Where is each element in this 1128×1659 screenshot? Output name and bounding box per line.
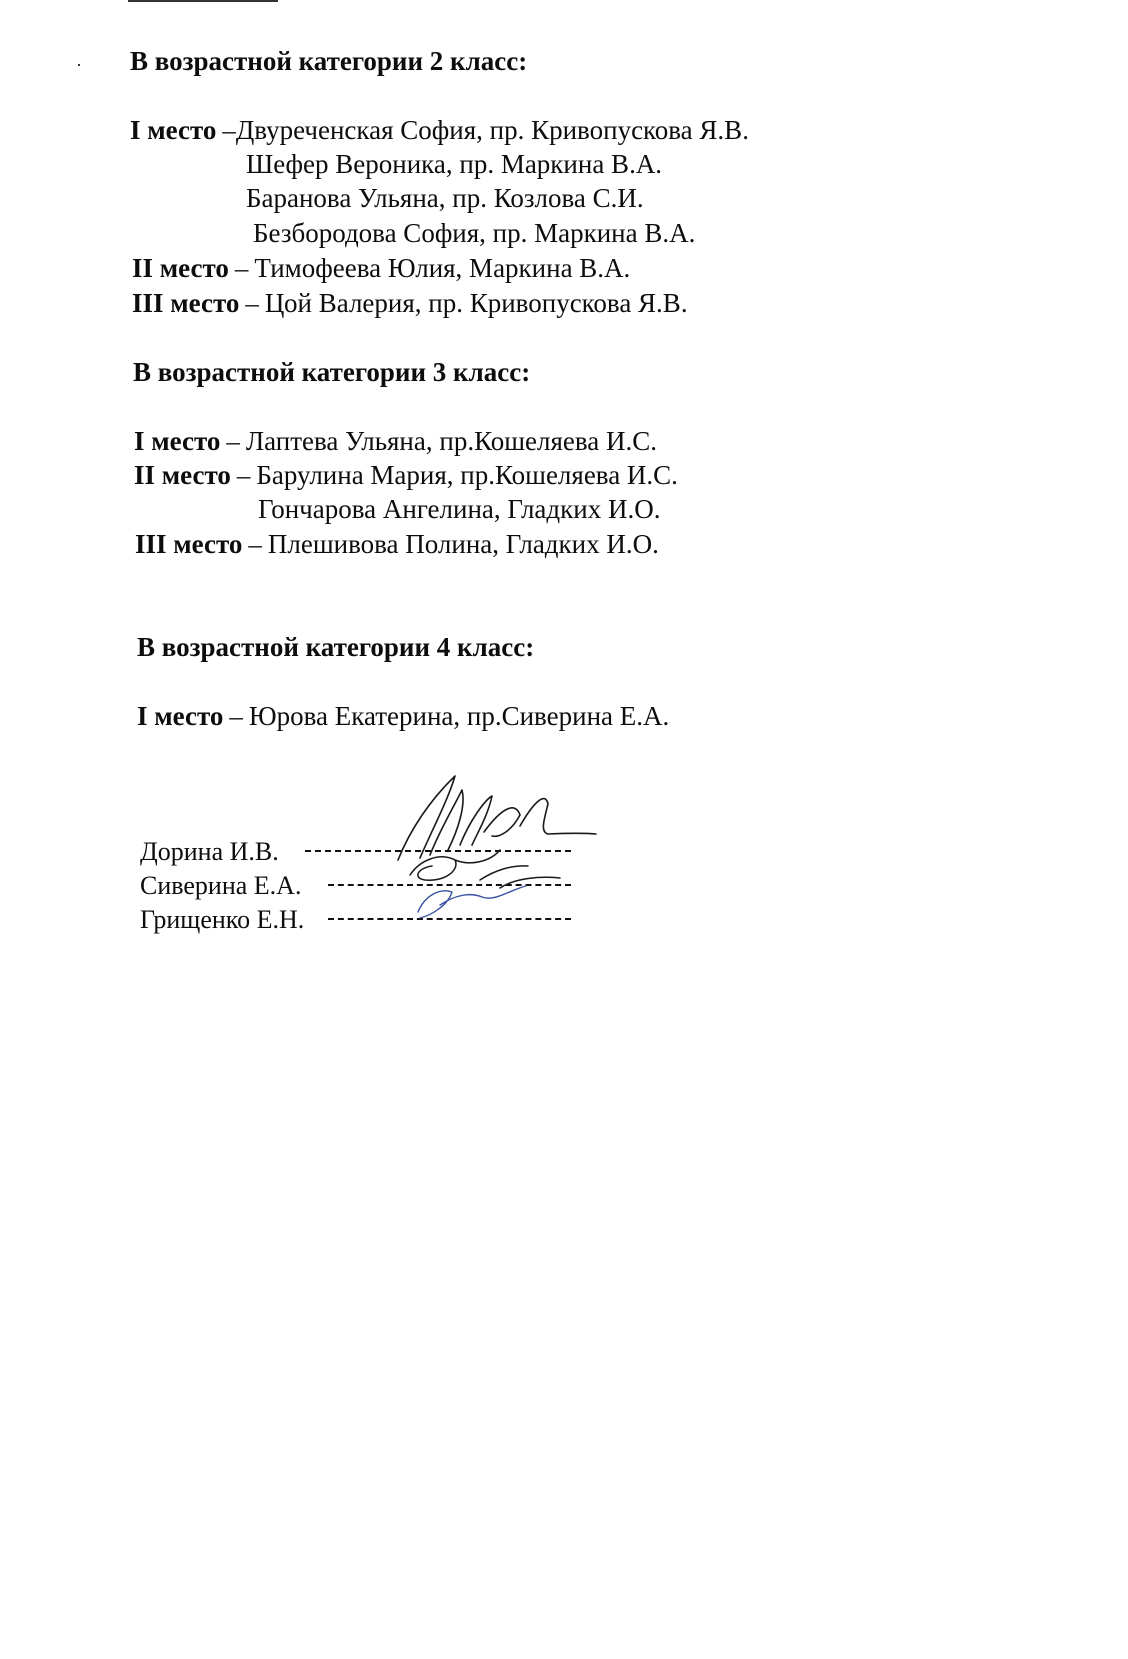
winner-entry: Шефер Вероника, пр. Маркина В.А. bbox=[246, 149, 663, 179]
signature-dorina bbox=[398, 776, 596, 860]
place-dash: – bbox=[222, 115, 236, 145]
winner-entry: Безбородова София, пр. Маркина В.А. bbox=[253, 218, 696, 248]
signatory-name: Грищенко Е.Н. bbox=[140, 905, 305, 934]
signatory-name: Сиверина Е.А. bbox=[140, 871, 302, 900]
place-dash: – bbox=[245, 288, 259, 318]
winner-entry: Барулина Мария, пр.Кошеляева И.С. bbox=[256, 460, 678, 490]
section-heading-grade-3: В возрастной категории 3 класс: bbox=[133, 357, 531, 387]
section-heading-grade-2: В возрастной категории 2 класс: bbox=[130, 46, 528, 76]
winner-entry: Плешивова Полина, Гладких И.О. bbox=[267, 529, 659, 559]
place-label: I место bbox=[137, 701, 224, 731]
winner-entry: Лаптева Ульяна, пр.Кошеляева И.С. bbox=[245, 426, 658, 456]
place-label: I место bbox=[134, 426, 221, 456]
place-dash: – bbox=[234, 253, 249, 283]
place-label: II место bbox=[134, 460, 231, 490]
place-dash: – bbox=[236, 460, 251, 490]
winner-entry: Тимофеева Юлия, Маркина В.А. bbox=[254, 253, 631, 283]
place-label: III место bbox=[135, 529, 243, 559]
place-dash: – bbox=[248, 529, 262, 559]
place-dash: – bbox=[226, 426, 240, 456]
winner-entry: Двуреченская София, пр. Кривопускова Я.В. bbox=[235, 115, 749, 145]
winner-entry: Цой Валерия, пр. Кривопускова Я.В. bbox=[264, 288, 688, 318]
signature-siverina bbox=[410, 850, 560, 888]
place-dash: – bbox=[229, 701, 243, 731]
place-label: II место bbox=[132, 253, 229, 283]
signatory-name: Дорина И.В. bbox=[140, 837, 279, 866]
signature-grishchenko bbox=[418, 886, 526, 918]
section-heading-grade-4: В возрастной категории 4 класс: bbox=[137, 632, 535, 662]
place-label: III место bbox=[132, 288, 240, 318]
winner-entry: Юрова Екатерина, пр.Сиверина Е.А. bbox=[248, 701, 670, 731]
winner-entry: Гончарова Ангелина, Гладких И.О. bbox=[258, 494, 661, 524]
place-label: I место bbox=[130, 115, 217, 145]
winner-entry: Баранова Ульяна, пр. Козлова С.И. bbox=[246, 183, 644, 213]
